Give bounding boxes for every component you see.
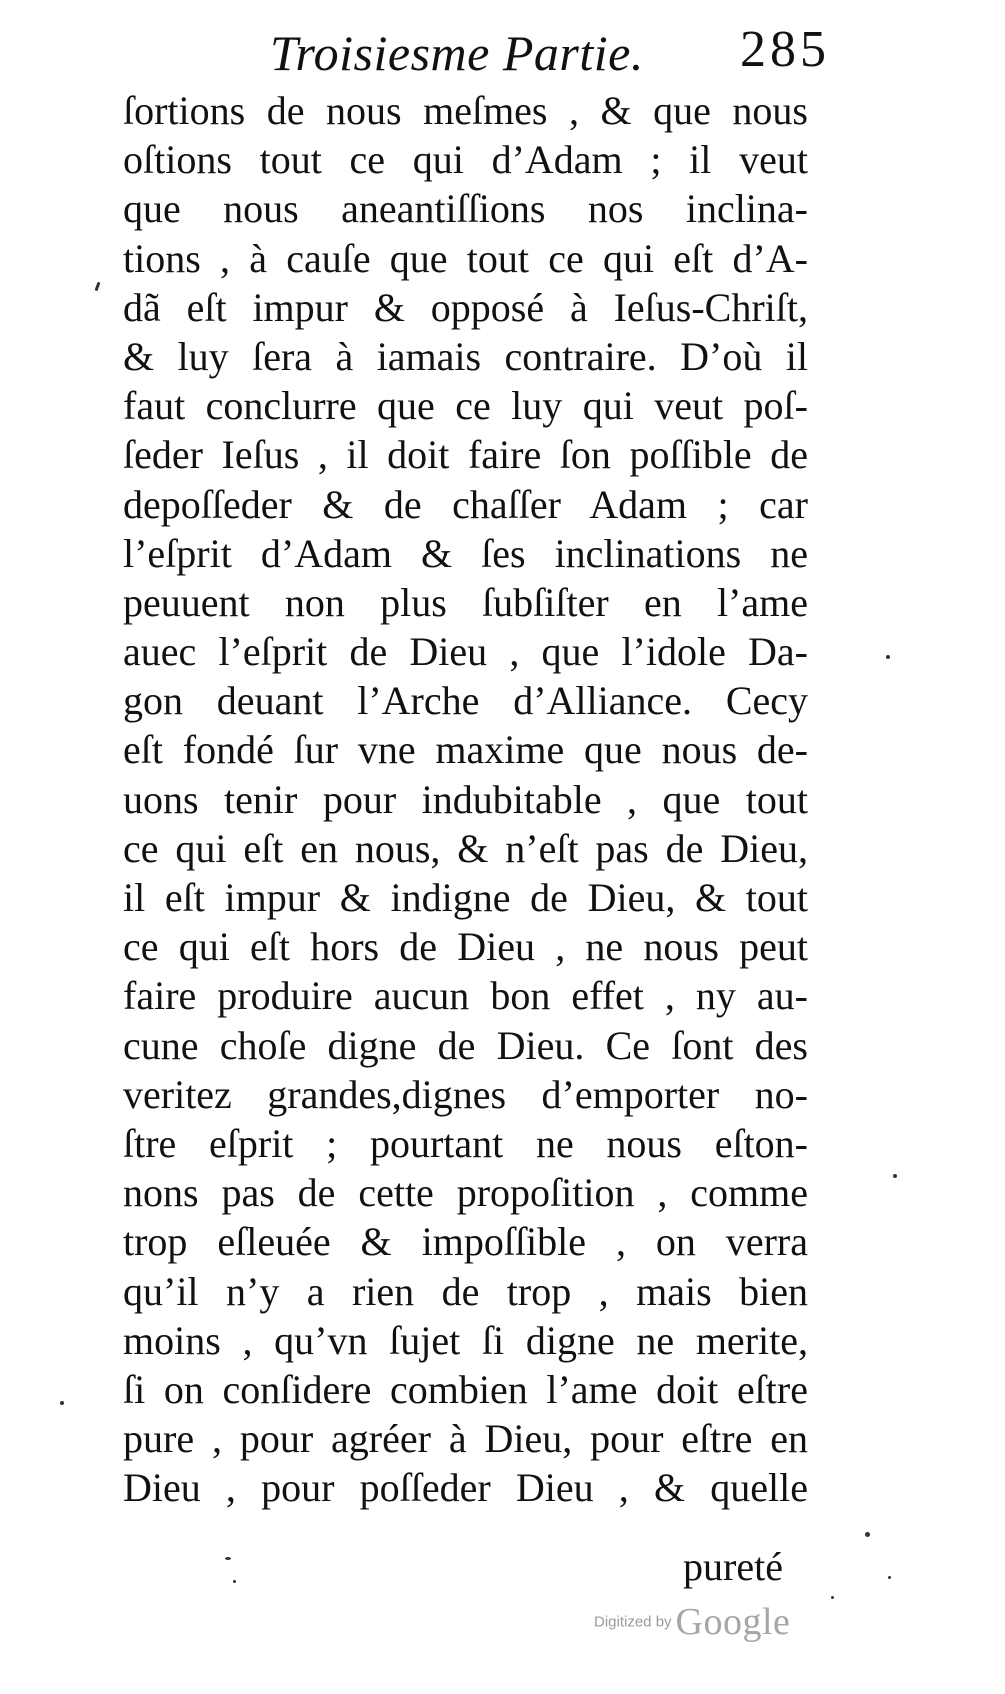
text-line: ſtre eſprit ; pourtant ne nous eſton- [123,1120,808,1166]
text-line: ſortions de nous meſmes , & que nous [123,88,808,133]
text-line: trop eſleuée & impoſſible , on verra [123,1219,808,1265]
text-line: faire produire aucun bon effet , ny au- [123,973,808,1019]
scan-speck [95,282,101,291]
google-logo: Google [675,1601,791,1643]
text-line: eſt fondé ſur vne maxime que nous de- [123,727,808,773]
text-line: ſeder Ieſus , il doit faire ſon poſſible de [123,432,808,478]
digitized-watermark [594,1600,790,1648]
text-line: peuuent non plus ſubſiſter en l’ame [123,579,808,625]
scan-speck [888,1576,891,1579]
scan-speck [886,655,890,659]
text-line: ce qui eſt en nous, & n’eſt pas de Dieu, [123,825,808,871]
scan-speck [233,1580,236,1583]
running-head [270,18,830,88]
scan-speck [865,1532,870,1537]
page-number: 285 [740,21,830,78]
text-line: que nous aneantiſſions nos inclina- [123,186,808,232]
text-line: depoſſeder & de chaſſer Adam ; car [123,481,808,527]
scan-speck [893,1174,897,1178]
text-line: nons pas de cette propoſition , comme [123,1170,808,1216]
text-line: pure , pour agréer à Dieu, pour eſtre en [123,1416,808,1462]
text-line: il eſt impur & indigne de Dieu, & tout [123,875,808,920]
text-line: qu’il n’y a rien de trop , mais bien [123,1268,808,1314]
body-text [123,86,808,1512]
text-line: cune choſe digne de Dieu. Ce ſont des [123,1022,808,1068]
text-line: tions , à cauſe que tout ce qui eſt d’A- [123,235,808,281]
scan-speck [831,1596,834,1599]
text-line: faut conclurre que ce luy qui veut poſ- [123,383,808,429]
text-line: ſi on conſidere combien l’ame doit eſtre [123,1366,808,1412]
running-title: Troisiesme Partie. [270,25,644,81]
text-line: auec l’eſprit de Dieu , que l’idole Da- [123,629,808,675]
text-line: l’eſprit d’Adam & ſes inclinations ne [123,530,808,576]
scan-speck [60,1401,64,1405]
scan-speck [225,1557,231,1560]
text-line: uons tenir pour indubitable , que tout [123,776,808,822]
text-line: dã eſt impur & opposé à Ieſus-Chriſt, [123,284,808,330]
text-line: veritez grandes,dignes d’emporter no- [123,1071,808,1117]
text-line: ce qui eſt hors de Dieu , ne nous peut [123,924,808,970]
text-line: oſtions tout ce qui d’Adam ; il veut [123,137,808,183]
text-line: gon deuant l’Arche d’Alliance. Cecy [123,678,808,724]
catchword: pureté [683,1544,783,1589]
digitized-by-label: Digitized by [594,1613,672,1631]
text-line: & luy ſera à iamais contraire. D’où il [123,333,808,379]
text-line: moins , qu’vn ſujet ſi digne ne merite, [123,1317,808,1363]
text-line: Dieu , pour poſſeder Dieu , & quelle [123,1465,808,1511]
